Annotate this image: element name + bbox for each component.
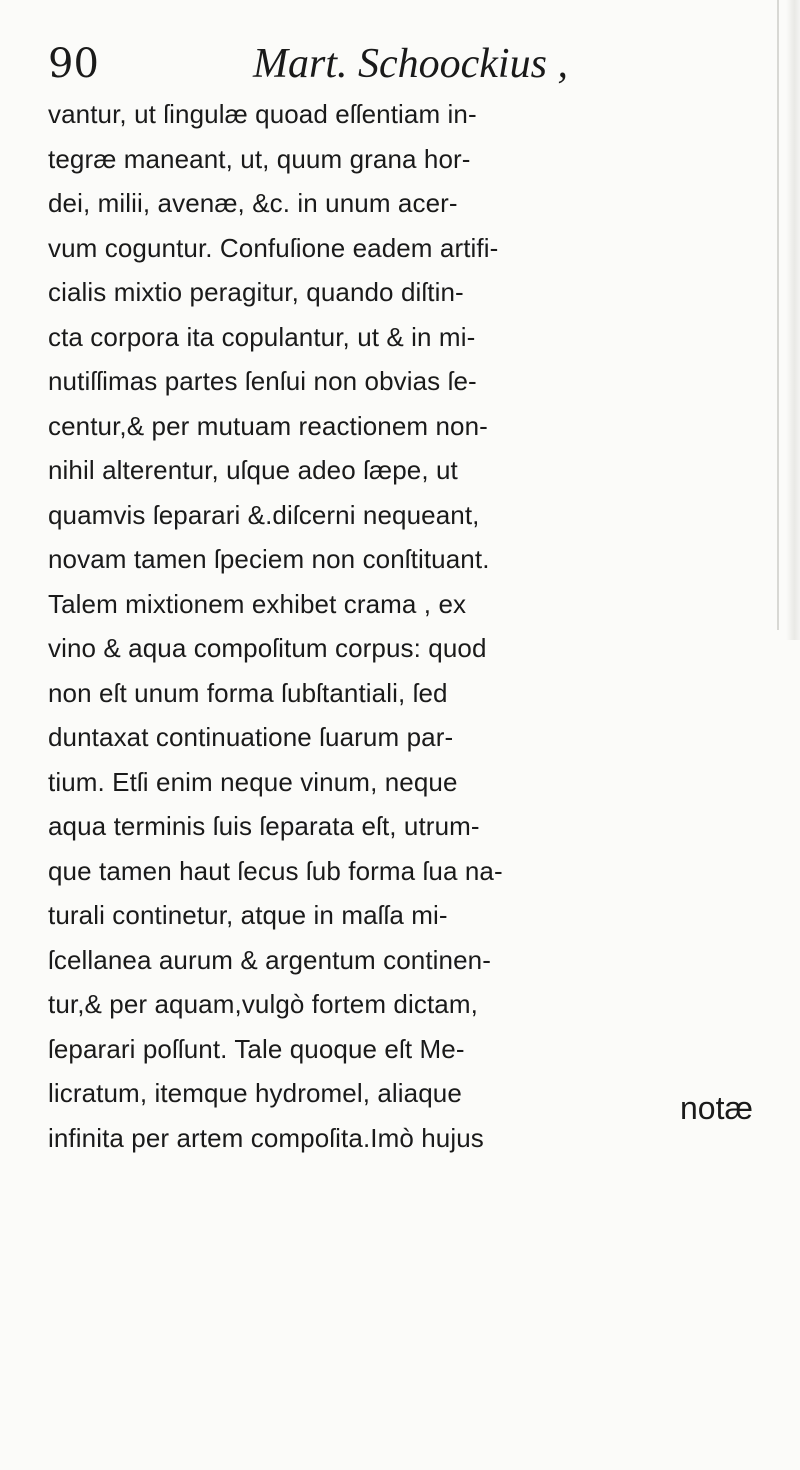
- text-line: ſeparari poſſunt. Tale quoque eſt Me-: [48, 1033, 465, 1064]
- text-line: quamvis ſeparari &.diſcerni nequeant,: [48, 499, 480, 530]
- text-line: nihil alterentur, uſque adeo ſæpe, ut: [48, 455, 458, 485]
- text-line: tium. Etſi enim neque vinum, neque: [48, 766, 458, 797]
- text-line: dei, milii, avenæ, &c. in unum acer-: [48, 188, 458, 218]
- text-line: infinita per artem compoſita.Imò hujus: [48, 1122, 484, 1153]
- text-line: aqua terminis ſuis ſeparata eſt, utrum-: [48, 811, 480, 841]
- text-line: duntaxat continuatione ſuarum par-: [48, 722, 454, 752]
- text-line: turali continetur, atque in maſſa mi-: [48, 900, 448, 930]
- text-line: licratum, itemque hydromel, aliaque: [48, 1078, 462, 1108]
- text-line: ſcellanea aurum & argentum continen-: [48, 944, 491, 975]
- text-line: tur,& per aquam,vulgò fortem dictam,: [48, 989, 478, 1019]
- text-line: Talem mixtionem exhibet crama , ex: [48, 588, 467, 619]
- text-line: nutiſſimas partes ſenſui non obvias ſe-: [48, 366, 477, 396]
- text-line: vantur, ut ſingulæ quoad eſſentiam in-: [48, 99, 477, 129]
- text-line: vino & aqua compoſitum corpus: quod: [48, 633, 487, 663]
- page-header: [48, 38, 708, 90]
- text-line: novam tamen ſpeciem non conſtituant.: [48, 544, 490, 574]
- running-head: Mart. Schoockius ,: [253, 41, 568, 87]
- text-line: vum coguntur. Confuſione eadem artifi-: [48, 232, 499, 263]
- text-line: centur,& per mutuam reactionem non-: [48, 410, 488, 441]
- body-text: [48, 92, 778, 1160]
- catchword: notæ: [680, 1090, 753, 1126]
- page-edge: [786, 0, 800, 640]
- text-line: cialis mixtio peragitur, quando diſtin-: [48, 277, 464, 307]
- text-line: tegræ maneant, ut, quum grana hor-: [48, 143, 471, 174]
- text-line: non eſt unum forma ſubſtantiali, ſed: [48, 677, 448, 708]
- text-line: que tamen haut ſecus ſub forma ſua na-: [48, 855, 503, 886]
- text-line: cta corpora ita copulantur, ut & in mi-: [48, 321, 476, 352]
- page-number: 90: [48, 41, 99, 87]
